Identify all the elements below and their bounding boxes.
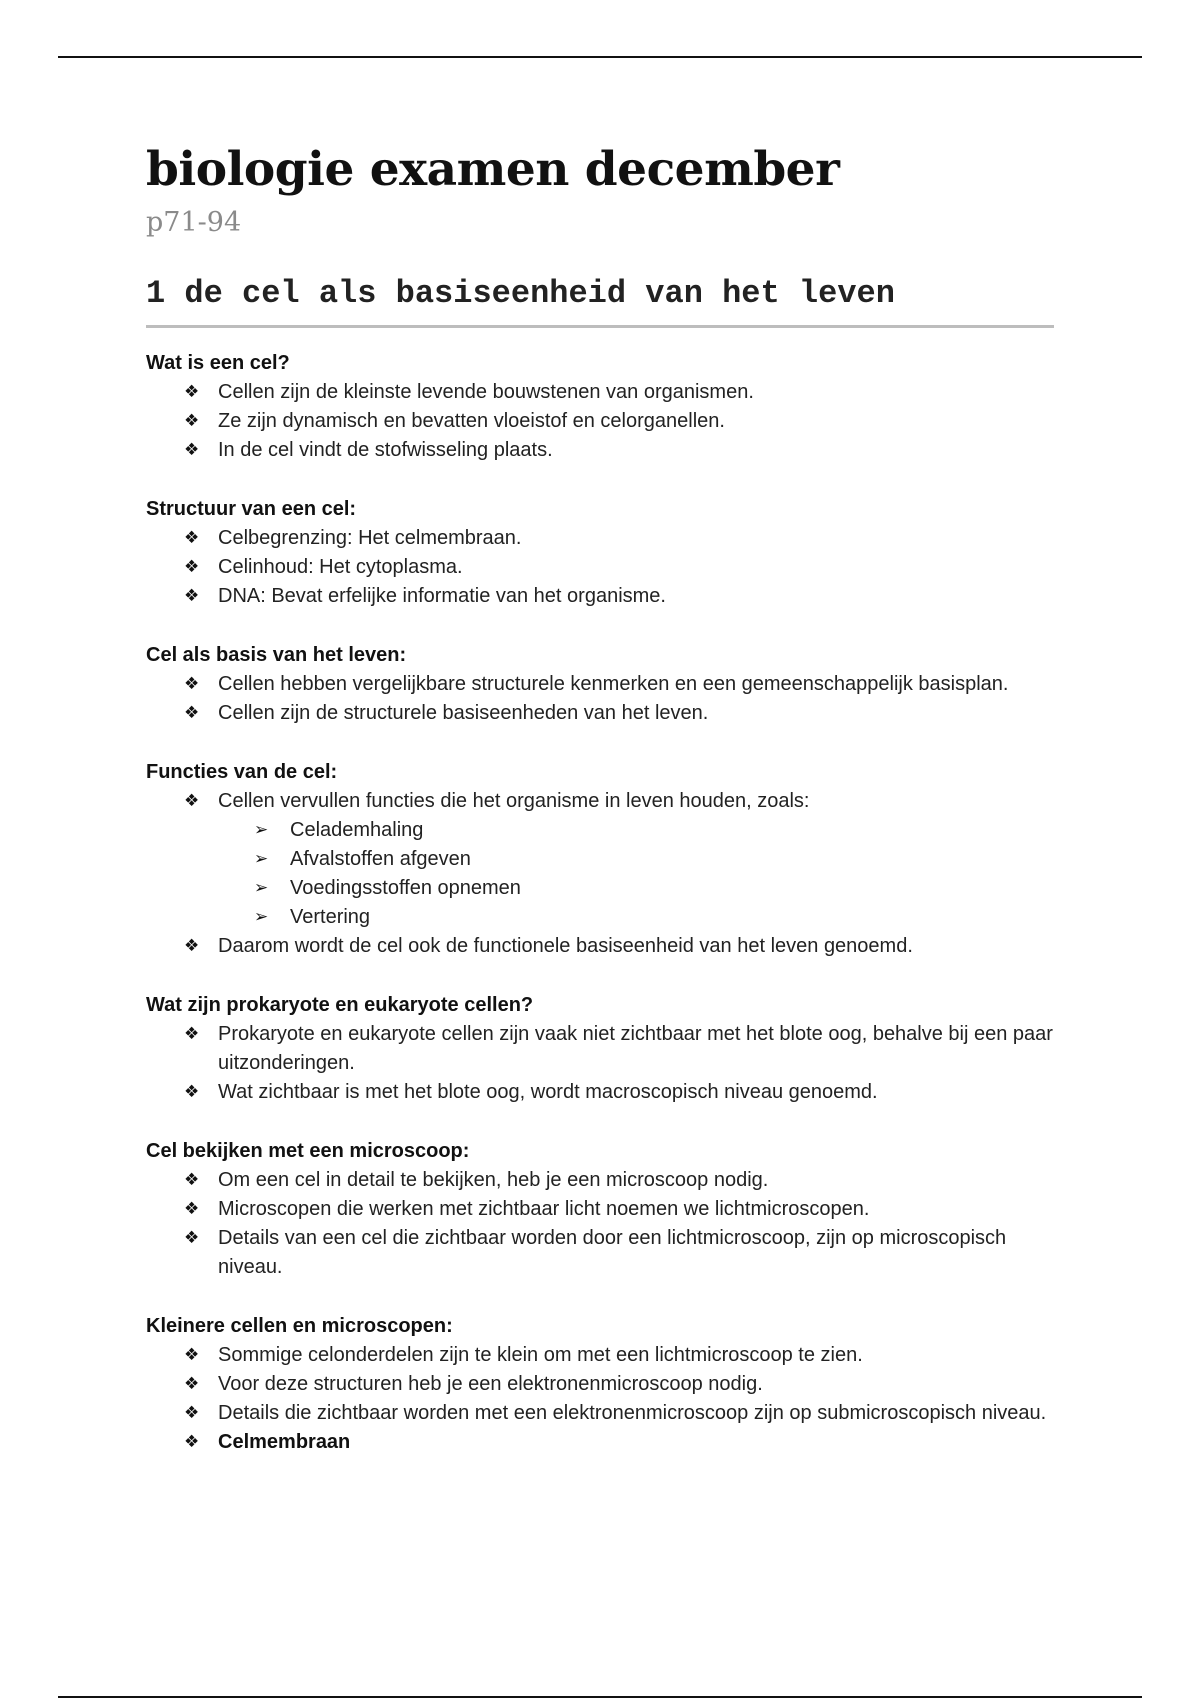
diamond-bullet-icon: ❖ — [184, 674, 200, 694]
block-heading: Cel bekijken met een microscoop: — [146, 1140, 470, 1162]
bullet-list — [146, 1341, 1058, 1457]
block-heading: Structuur van een cel: — [146, 498, 357, 520]
diamond-bullet-icon: ❖ — [184, 1374, 200, 1394]
bullet-item — [146, 524, 1058, 553]
sub-bullet-list — [218, 816, 1058, 932]
arrowhead-bullet-icon: ➢ — [254, 820, 269, 840]
bullet-item — [146, 553, 1058, 582]
note-block — [146, 1312, 1058, 1457]
bullet-item — [146, 1078, 1058, 1107]
bullet-text: Details van een cel die zichtbaar worden door een lichtmicroscoop, zijn op microscopisch niveau. — [218, 1227, 1007, 1278]
diamond-bullet-icon: ❖ — [184, 1345, 200, 1365]
note-block — [146, 495, 1058, 611]
diamond-bullet-icon: ❖ — [184, 791, 200, 811]
bullet-item — [146, 1399, 1058, 1428]
bullet-text: Microscopen die werken met zichtbaar licht noemen we lichtmicroscopen. — [218, 1198, 870, 1220]
diamond-bullet-icon: ❖ — [184, 1432, 200, 1452]
bullet-list — [146, 670, 1058, 728]
note-block — [146, 641, 1058, 728]
bullet-item — [146, 1370, 1058, 1399]
diamond-bullet-icon: ❖ — [184, 557, 200, 577]
sub-bullet-item — [218, 903, 1058, 932]
document-title: biologie examen december — [146, 142, 840, 197]
bullet-list — [146, 524, 1058, 611]
bullet-item — [146, 1020, 1058, 1078]
sub-bullet-item — [218, 845, 1058, 874]
bullet-text: Wat zichtbaar is met het blote oog, wordt macroscopisch niveau genoemd. — [218, 1081, 878, 1103]
bullet-text: DNA: Bevat erfelijke informatie van het organisme. — [218, 585, 666, 607]
page-bottom-rule — [58, 1696, 1142, 1698]
page-top-rule — [58, 56, 1142, 58]
diamond-bullet-icon: ❖ — [184, 1228, 200, 1248]
bullet-text: Celinhoud: Het cytoplasma. — [218, 556, 463, 578]
bullet-text: Celbegrenzing: Het celmembraan. — [218, 527, 522, 549]
diamond-bullet-icon: ❖ — [184, 528, 200, 548]
sub-bullet-item — [218, 874, 1058, 903]
bullet-item — [146, 1341, 1058, 1370]
note-block — [146, 349, 1058, 465]
diamond-bullet-icon: ❖ — [184, 1403, 200, 1423]
diamond-bullet-icon: ❖ — [184, 1170, 200, 1190]
diamond-bullet-icon: ❖ — [184, 1024, 200, 1044]
bullet-text: Cellen zijn de kleinste levende bouwstenen van organismen. — [218, 381, 754, 403]
bullet-text: Sommige celonderdelen zijn te klein om met een lichtmicroscoop te zien. — [218, 1344, 863, 1366]
block-heading: Wat is een cel? — [146, 352, 290, 374]
bullet-item — [146, 1166, 1058, 1195]
bullet-text: Details die zichtbaar worden met een elektronenmicroscoop zijn op submicroscopisch niveau. — [218, 1402, 1047, 1424]
diamond-bullet-icon: ❖ — [184, 440, 200, 460]
arrowhead-bullet-icon: ➢ — [254, 878, 269, 898]
diamond-bullet-icon: ❖ — [184, 936, 200, 956]
bullet-item — [146, 407, 1058, 436]
diamond-bullet-icon: ❖ — [184, 382, 200, 402]
sub-bullet-text: Voedingsstoffen opnemen — [290, 877, 521, 899]
bullet-item — [146, 1195, 1058, 1224]
bullet-list — [146, 1020, 1058, 1107]
sub-bullet-text: Vertering — [290, 906, 371, 928]
block-heading: Functies van de cel: — [146, 761, 338, 783]
bullet-list — [146, 787, 1058, 961]
bullet-text: Daarom wordt de cel ook de functionele basiseenheid van het leven genoemd. — [218, 935, 913, 957]
bullet-item — [146, 1428, 1058, 1457]
arrowhead-bullet-icon: ➢ — [254, 907, 269, 927]
block-heading: Kleinere cellen en microscopen: — [146, 1315, 453, 1337]
note-block — [146, 758, 1058, 961]
section-heading: 1 de cel als basiseenheid van het leven — [146, 274, 1054, 328]
diamond-bullet-icon: ❖ — [184, 586, 200, 606]
note-block — [146, 991, 1058, 1107]
block-heading: Wat zijn prokaryote en eukaryote cellen? — [146, 994, 534, 1016]
bullet-item — [146, 699, 1058, 728]
bullet-item — [146, 787, 1058, 932]
diamond-bullet-icon: ❖ — [184, 1199, 200, 1219]
bullet-text: Voor deze structuren heb je een elektronenmicroscoop nodig. — [218, 1373, 763, 1395]
bullet-text: Ze zijn dynamisch en bevatten vloeistof en celorganellen. — [218, 410, 725, 432]
sub-bullet-text: Celademhaling — [290, 819, 424, 841]
bullet-list — [146, 378, 1058, 465]
block-heading: Cel als basis van het leven: — [146, 644, 407, 666]
bullet-item — [146, 1224, 1058, 1282]
bullet-text: Om een cel in detail te bekijken, heb je een microscoop nodig. — [218, 1169, 769, 1191]
bullet-text: Cellen hebben vergelijkbare structurele kenmerken en een gemeenschappelijk basisplan. — [218, 673, 1009, 695]
bullet-item — [146, 582, 1058, 611]
note-block — [146, 1137, 1058, 1282]
diamond-bullet-icon: ❖ — [184, 703, 200, 723]
diamond-bullet-icon: ❖ — [184, 411, 200, 431]
bullet-text: Cellen vervullen functies die het organisme in leven houden, zoals: — [218, 790, 810, 812]
bullet-text: Cellen zijn de structurele basiseenheden van het leven. — [218, 702, 709, 724]
bullet-item — [146, 436, 1058, 465]
bullet-text: Prokaryote en eukaryote cellen zijn vaak niet zichtbaar met het blote oog, behalve bij een paar uitzonderingen. — [218, 1023, 1053, 1074]
document-content — [146, 140, 1058, 1487]
bullet-text: Celmembraan — [218, 1431, 351, 1453]
bullet-text: In de cel vindt de stofwisseling plaats. — [218, 439, 553, 461]
bullet-list — [146, 1166, 1058, 1282]
sub-bullet-text: Afvalstoffen afgeven — [290, 848, 471, 870]
section-body — [146, 349, 1058, 1457]
document-subtitle: p71-94 — [146, 207, 242, 238]
bullet-item — [146, 670, 1058, 699]
sub-bullet-item — [218, 816, 1058, 845]
bullet-item — [146, 932, 1058, 961]
bullet-item — [146, 378, 1058, 407]
diamond-bullet-icon: ❖ — [184, 1082, 200, 1102]
arrowhead-bullet-icon: ➢ — [254, 849, 269, 869]
